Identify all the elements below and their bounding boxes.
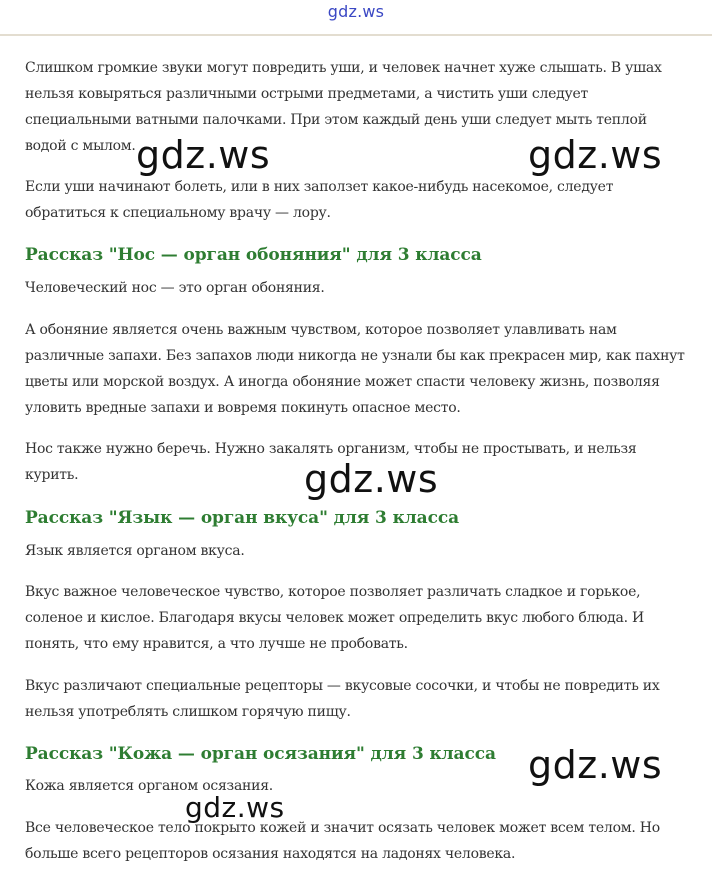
- paragraph-nose-smell: А обоняние является очень важным чувством, которое позволяет улавливать нам различные запахи. Без запахов люди никогда не узнали бы как прекрасен мир, как пахнут цветы или морской воздух. А иногда обоняние может спасти человеку жизнь, позволяя уловить вредные запахи и вовремя покинуть опасное место.: [25, 322, 685, 416]
- paragraph-skin-receptors: Все человеческое тело покрыто кожей и значит осязать человек может всем телом. Но больше всего рецепторов осязания находятся на ладонях человека.: [25, 820, 660, 862]
- heading-tongue: Рассказ "Язык — орган вкуса" для 3 класса: [25, 508, 459, 528]
- paragraph-ears-doctor: Если уши начинают болеть, или в них заползет какое-нибудь насекомое, следует обратиться к специальному врачу — лору.: [25, 179, 614, 221]
- paragraph-tongue-care: Вкус различают специальные рецепторы — вкусовые сосочки, и чтобы не повредить их нельзя употреблять слишком горячую пищу.: [25, 678, 660, 720]
- paragraph-nose-intro: Человеческий нос — это орган обоняния.: [25, 280, 325, 296]
- paragraph-skin-intro: Кожа является органом осязания.: [25, 778, 273, 794]
- watermark: gdz.ws: [304, 457, 439, 501]
- paragraph-nose-care: Нос также нужно беречь. Нужно закалять организм, чтобы не простывать, и нельзя курить.: [25, 441, 637, 483]
- paragraph-ears-care: Слишком громкие звуки могут повредить уши, и человек начнет хуже слышать. В ушах нельзя ковыряться различными острыми предметами, а чистить уши следует специальными ватными палочками. При этом каждый день уши следует мыть теплой водой с мылом.: [25, 60, 662, 154]
- paragraph-tongue-taste: Вкус важное человеческое чувство, которое позволяет различать сладкое и горькое, соленое и кислое. Благодаря вкусы человек может определить вкус любого блюда. И понять, что ему нравится, а что лучше не пробовать.: [25, 584, 644, 652]
- paragraph-tongue-intro: Язык является органом вкуса.: [25, 543, 245, 559]
- watermark: gdz.ws: [528, 743, 663, 787]
- heading-nose: Рассказ "Нос — орган обоняния" для 3 класса: [25, 245, 482, 265]
- watermark: gdz.ws: [136, 133, 271, 177]
- watermark: gdz.ws: [528, 133, 663, 177]
- site-logo[interactable]: gdz.ws: [327, 2, 385, 21]
- watermark: gdz.ws: [185, 791, 285, 824]
- heading-skin: Рассказ "Кожа — орган осязания" для 3 класса: [25, 744, 496, 764]
- top-bar: [0, 0, 712, 36]
